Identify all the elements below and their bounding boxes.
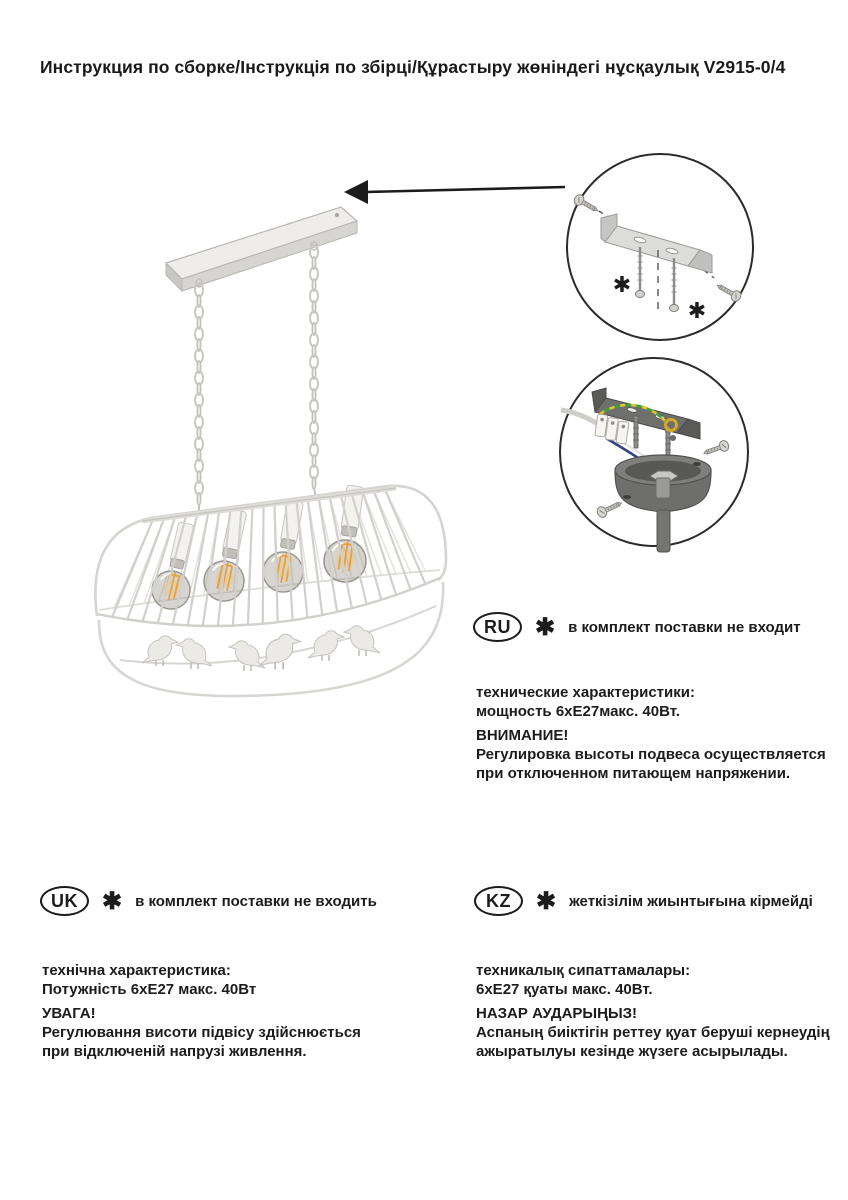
chain-link bbox=[310, 443, 318, 467]
kz-specs-block bbox=[476, 961, 830, 1061]
ru-specs-power: мощность 6хЕ27макс. 40Вт. bbox=[476, 703, 680, 720]
uk-specs-title: технічна характеристика: bbox=[42, 962, 231, 979]
pendant-lamp bbox=[95, 207, 446, 696]
uk-warning-title: УВАГА! bbox=[42, 1005, 96, 1022]
kz-warning-line: Аспаның биіктігін реттеу қуат беруші кернеудің bbox=[476, 1024, 830, 1041]
bird-figurine bbox=[308, 631, 344, 661]
chain-right bbox=[310, 245, 318, 489]
uk-warning-line: при відключеній напрузі живлення. bbox=[42, 1043, 307, 1060]
ru-language-badge: RU bbox=[473, 612, 522, 642]
asterisk-mark: ✱ bbox=[535, 614, 556, 641]
chain-link bbox=[310, 421, 318, 445]
chain-link bbox=[310, 333, 318, 357]
kz-warning-line: ажыратылуы кезінде жүзеге асырылады. bbox=[476, 1043, 788, 1060]
chain-link bbox=[195, 415, 203, 439]
plate-screw-dot bbox=[335, 213, 339, 217]
kz-specs-title: техникалық сипаттамалары: bbox=[476, 962, 691, 979]
uk-note-row bbox=[40, 886, 377, 916]
kz-specs-power: 6хЕ27 қуаты макс. 40Вт. bbox=[476, 981, 653, 998]
mounting-bracket-detail bbox=[567, 154, 753, 340]
asterisk-mark: ✱ bbox=[102, 888, 123, 915]
not-included-asterisk: ✱ bbox=[612, 273, 632, 298]
chain-link bbox=[195, 349, 203, 373]
pointer-arrow bbox=[344, 180, 565, 204]
not-included-asterisk: ✱ bbox=[687, 299, 707, 324]
chain-link bbox=[310, 377, 318, 401]
earth-screw bbox=[670, 435, 676, 441]
asterisk-mark: ✱ bbox=[536, 888, 557, 915]
uk-not-included-note: в комплект поставки не входить bbox=[135, 892, 377, 910]
uk-language-badge: UK bbox=[40, 886, 89, 916]
bird-figurine bbox=[142, 636, 178, 666]
chain-left bbox=[195, 283, 203, 505]
arrowhead bbox=[344, 180, 368, 204]
chain-link bbox=[195, 393, 203, 417]
bird-figurine bbox=[229, 641, 265, 671]
chain-link bbox=[310, 289, 318, 313]
chain-link bbox=[310, 267, 318, 291]
cup-hole bbox=[623, 495, 631, 499]
cup-hole bbox=[693, 462, 701, 466]
ru-not-included-note: в комплект поставки не входит bbox=[568, 618, 801, 636]
ru-specs-block bbox=[476, 683, 826, 783]
chain-link bbox=[310, 399, 318, 423]
chain-link bbox=[310, 311, 318, 335]
kz-not-included-note: жеткізілім жиынтығына кірмейді bbox=[569, 892, 813, 910]
ru-note-row bbox=[473, 612, 801, 642]
chain-link bbox=[310, 245, 318, 269]
canopy-wiring-detail bbox=[560, 358, 748, 552]
kz-language-badge: KZ bbox=[474, 886, 523, 916]
ru-warning-line: при отключенном питающем напряжении. bbox=[476, 765, 791, 782]
chain-link bbox=[195, 305, 203, 329]
chain-link bbox=[310, 465, 318, 489]
ceiling-plate bbox=[166, 207, 357, 291]
kz-note-row bbox=[474, 886, 813, 916]
chain-link bbox=[195, 481, 203, 505]
stem bbox=[657, 510, 670, 552]
wire-cage bbox=[95, 483, 446, 696]
chain-link bbox=[195, 371, 203, 395]
chain-link bbox=[195, 327, 203, 351]
ru-warning-line: Регулировка высоты подвеса осуществляется bbox=[476, 746, 826, 763]
chain-link bbox=[195, 459, 203, 483]
cable-gland bbox=[656, 478, 670, 498]
chain-link bbox=[195, 437, 203, 461]
page-title: Инструкция по сборке/Інструкція по збірці/Құрастыру жөніндегі нұсқаулық V2915-0/4 bbox=[40, 57, 786, 77]
ru-specs-title: технические характеристики: bbox=[476, 684, 695, 701]
uk-specs-block bbox=[42, 961, 361, 1061]
uk-specs-power: Потужність 6хЕ27 макс. 40Вт bbox=[42, 981, 257, 998]
uk-warning-line: Регулювання висоти підвісу здійснюється bbox=[42, 1024, 361, 1041]
chain-link bbox=[310, 355, 318, 379]
kz-warning-title: НАЗАР АУДАРЫҢЫЗ! bbox=[476, 1005, 638, 1022]
ru-warning-title: ВНИМАНИЕ! bbox=[476, 727, 569, 744]
